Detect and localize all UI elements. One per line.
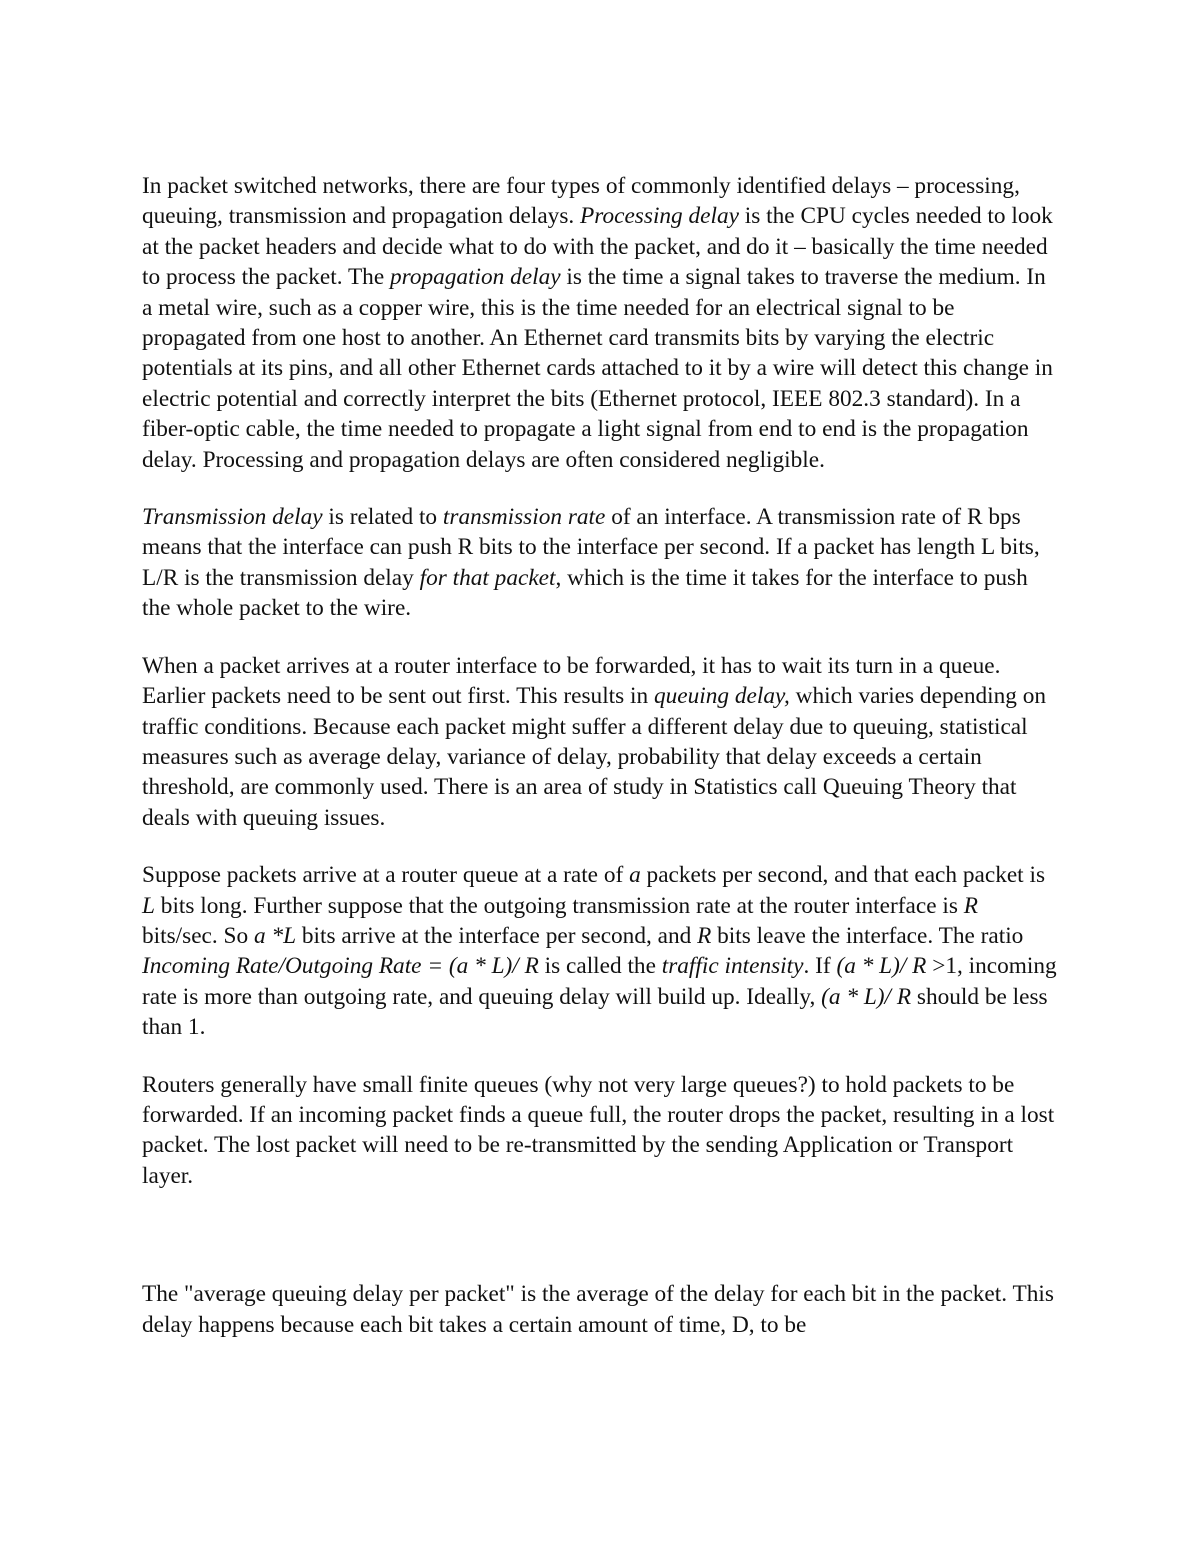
section-spacer	[142, 1191, 1058, 1279]
text-segment: , which is the time it takes for the interface to push the whole packet to the wire.	[142, 564, 1028, 622]
text-segment: is related to	[322, 504, 443, 531]
paragraph-spacer	[142, 475, 1058, 502]
expr-intensity: (a * L)/ R	[836, 953, 927, 980]
term-propagation-delay: propagation delay	[389, 264, 561, 291]
document-page	[142, 171, 1058, 1340]
text-segment: is the CPU cycles needed to look at the packet headers and decide what to do with the packet, and do it – basically the time needed to process the packet. The	[142, 203, 1053, 291]
text-segment: The "average queuing delay per packet" is the average of the delay for each bit in the packet. This delay happens because each bit takes a certain amount of time, D, to be	[142, 1281, 1054, 1338]
term-transmission-delay: Transmission delay	[142, 504, 323, 531]
text-segment: Routers generally have small finite queues (why not very large queues?) to hold packets to be forwarded. If an incoming packet finds a queue full, the router drops the packet, resulting in a lost packet. The lost packet will need to be re-transmitted by the sending Application or Transport layer.	[142, 1071, 1055, 1189]
paragraph-spacer	[142, 624, 1058, 651]
term-for-that-packet: for that packet	[419, 564, 556, 591]
text-segment: Suppose packets arrive at a router queue at a rate of	[142, 862, 630, 889]
var-r: R	[963, 892, 978, 919]
text-segment: of an interface. A transmission rate of R bps means that the interface can push R bits to the interface per second. If a packet has length L bits, L/R is the transmission delay	[142, 504, 1040, 591]
text-segment: >1, incoming rate is more than outgoing rate, and queuing delay will build up. Ideally,	[142, 953, 1057, 1010]
expr-a-times-l: a *L	[253, 922, 297, 949]
var-a: a	[629, 862, 641, 889]
text-segment: is called the	[538, 953, 662, 980]
var-r: R	[697, 922, 712, 949]
text-segment: is the time a signal takes to traverse the medium. In a metal wire, such as a copper wire, this is the time needed for an electrical signal to be propagated from one host to another. An Ethernet card transmits bits by varying the electric potentials at its pins, and all other Ethernet cards attached to it by a wire will detect this change in electric potential and correctly interpret the bits (Ethernet protocol, IEEE 802.3 standard). In a fiber-optic cable, the time needed to propagate a light signal from end to end is the propagation delay. Processing and propagation delays are often considered negligible.	[142, 264, 1053, 473]
paragraph-delay-types	[142, 171, 1058, 475]
text-segment: bits long. Further suppose that the outgoing transmission rate at the router interface is	[154, 892, 964, 919]
expr-rate-ratio: Incoming Rate/Outgoing Rate = (a * L)/ R	[142, 953, 539, 980]
text-segment: should be less than 1.	[142, 983, 1048, 1041]
term-queuing-delay: queuing delay,	[653, 683, 790, 710]
text-segment: bits leave the interface. The ratio	[711, 922, 1024, 949]
expr-intensity: (a * L)/ R	[821, 983, 912, 1010]
term-traffic-intensity: traffic intensity	[661, 953, 804, 980]
text-segment: packets per second, and that each packet is	[640, 862, 1046, 889]
paragraph-average-queuing-delay	[142, 1279, 1058, 1340]
paragraph-queuing-delay	[142, 651, 1058, 833]
text-segment: In packet switched networks, there are four types of commonly identified delays – processing, queuing, transmission and propagation delays.	[142, 173, 1020, 230]
paragraph-spacer	[142, 833, 1058, 860]
paragraph-transmission-delay	[142, 502, 1058, 624]
text-segment: bits/sec. So	[142, 922, 254, 949]
paragraph-spacer	[142, 1043, 1058, 1070]
term-transmission-rate: transmission rate	[442, 504, 606, 531]
text-segment: which varies depending on traffic conditions. Because each packet might suffer a different delay due to queuing, statistical measures such as average delay, variance of delay, probability that delay exceeds a certain threshold, are commonly used. There is an area of study in Statistics call Queuing Theory that deals with queuing issues.	[142, 683, 1047, 831]
paragraph-traffic-intensity	[142, 860, 1058, 1042]
text-segment: . If	[803, 953, 837, 980]
paragraph-finite-queues	[142, 1070, 1058, 1192]
var-l: L	[142, 892, 155, 919]
term-processing-delay: Processing delay	[580, 203, 739, 230]
text-segment: When a packet arrives at a router interface to be forwarded, it has to wait its turn in a queue. Earlier packets need to be sent out first. This results in	[142, 652, 1001, 710]
text-segment: bits arrive at the interface per second, and	[296, 922, 698, 949]
